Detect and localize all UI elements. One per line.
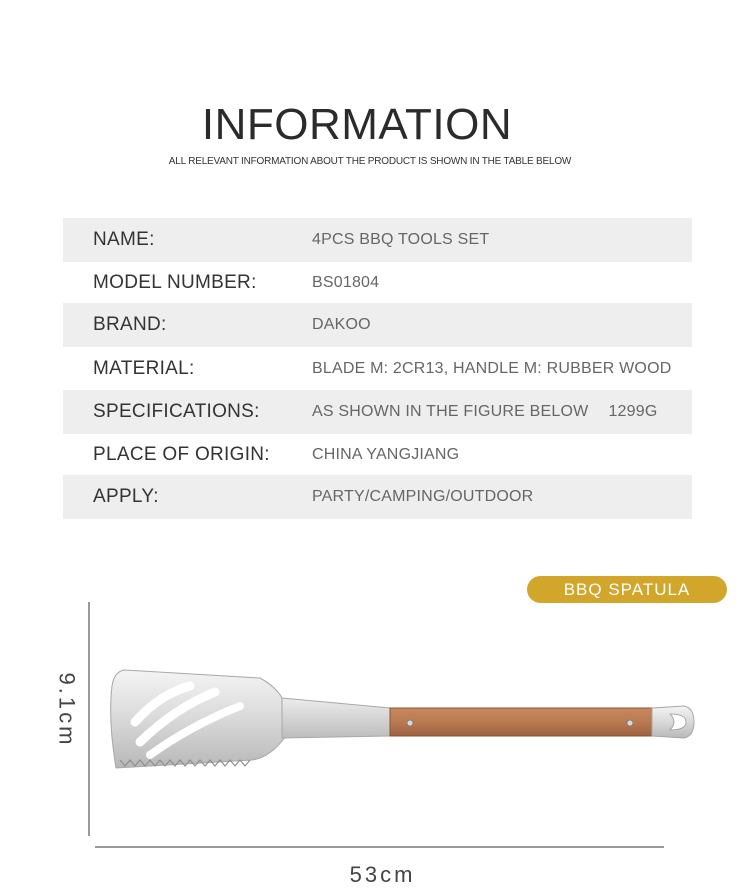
table-row-material [63,347,692,390]
row-label: SPECIFICATIONS: [93,401,260,422]
spatula-neck [282,698,390,738]
row-value: BLADE M: 2CR13, HANDLE M: RUBBER WOOD [312,359,672,377]
row-value: DAKOO [312,316,371,333]
width-dimension-label: 53cm [349,862,416,887]
row-label: MODEL NUMBER: [93,271,257,293]
row-label: BRAND: [93,314,167,335]
row-label: APPLY: [93,486,159,507]
table-row-apply [63,475,692,519]
spec-text: AS SHOWN IN THE FIGURE BELOW [312,403,589,420]
row-label: NAME: [93,229,155,250]
row-value: 4PCS BBQ TOOLS SET [312,231,490,248]
table-row-model-number [63,262,692,303]
row-value: CHINA YANGJIANG [312,445,460,463]
table-row-specifications [63,390,692,434]
product-badge: BBQ SPATULA [527,576,727,603]
row-label: PLACE OF ORIGIN: [93,443,270,465]
table-row-brand [63,303,692,347]
table-row-place-of-origin [63,434,692,475]
handle-rivet [407,720,413,726]
table-row-name [63,218,692,262]
wooden-handle [390,708,652,736]
bottle-opener [652,706,694,738]
page-title: INFORMATION [201,100,513,149]
height-dimension-label [43,630,89,790]
page-subtitle: ALL RELEVANT INFORMATION ABOUT THE PRODUCT IS SHOWN IN THE TABLE BELOW [168,156,572,167]
product-figure [0,590,750,886]
row-value [312,390,658,434]
spec-weight: 1299G [608,403,658,420]
row-value: PARTY/CAMPING/OUTDOOR [312,488,534,505]
handle-rivet [627,720,633,726]
info-table [63,218,692,519]
height-label-text: 9.1cm [54,672,80,748]
row-value: BS01804 [312,273,380,291]
row-label: MATERIAL: [93,357,195,379]
